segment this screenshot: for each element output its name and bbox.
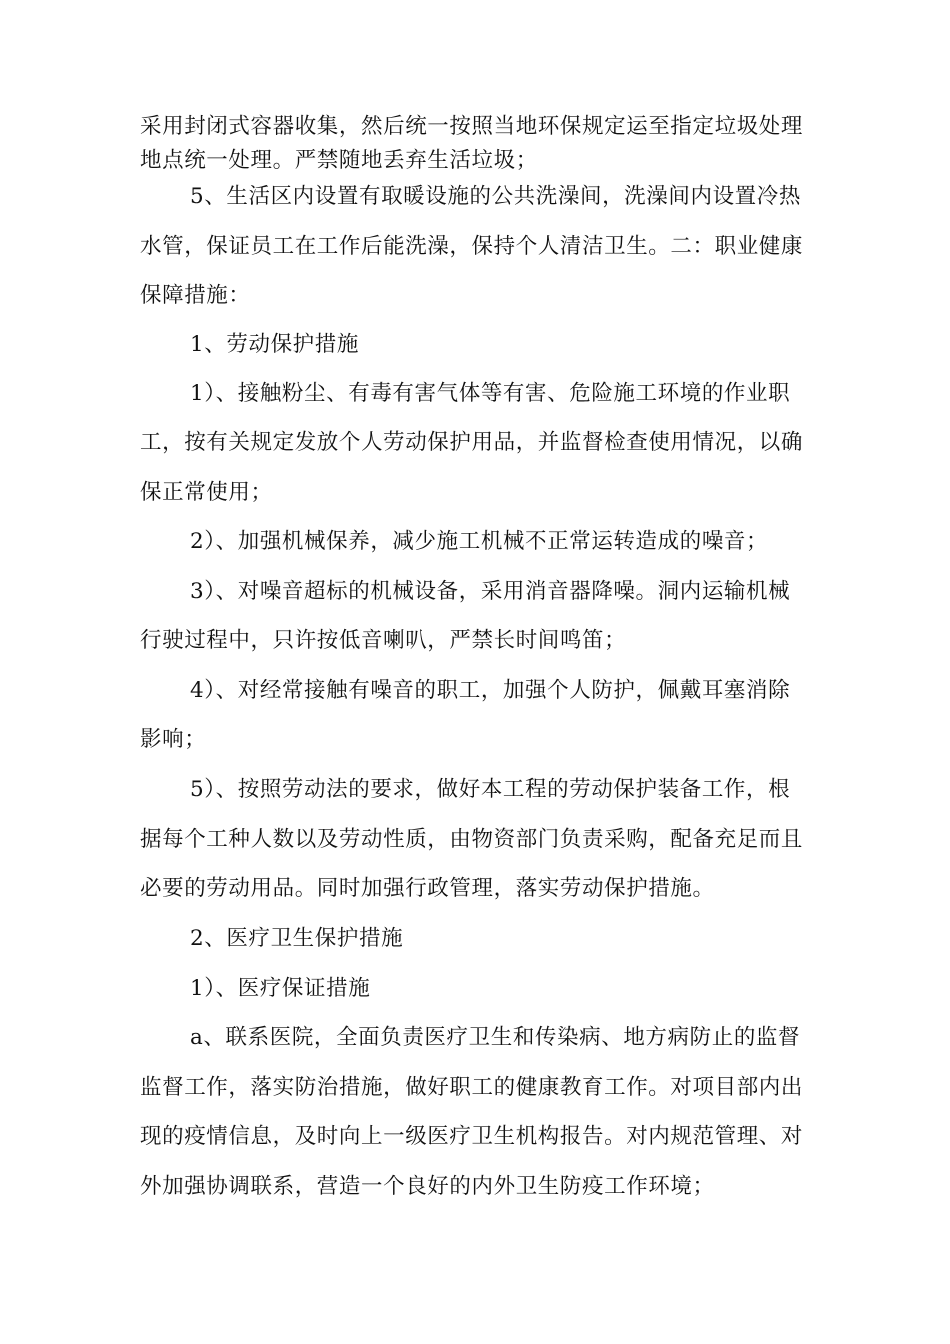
text-line: 2）、加强机械保养，减少施工机械不正常运转造成的噪音； xyxy=(190,529,769,554)
text-line: 监督工作，落实防治措施，做好职工的健康教育工作。对项目部内出 xyxy=(140,1075,804,1100)
text-line: 现的疫情信息，及时向上一级医疗卫生机构报告。对内规范管理、对 xyxy=(140,1124,804,1149)
text-line: 据每个工种人数以及劳动性质，由物资部门负责采购，配备充足而且 xyxy=(140,827,804,852)
text-line: 保障措施： xyxy=(140,283,251,308)
text-line: a、联系医院，全面负责医疗卫生和传染病、地方病防止的监督 xyxy=(190,1025,801,1050)
text-line: 4）、对经常接触有噪音的职工，加强个人防护，佩戴耳塞消除 xyxy=(190,678,791,703)
text-line: 地点统一处理。严禁随地丢弃生活垃圾； xyxy=(140,148,538,173)
text-line: 外加强协调联系，营造一个良好的内外卫生防疫工作环境； xyxy=(140,1174,715,1199)
text-line: 影响； xyxy=(140,727,207,752)
text-line: 采用封闭式容器收集，然后统一按照当地环保规定运至指定垃圾处理 xyxy=(140,114,804,139)
section-heading: 2、医疗卫生保护措施 xyxy=(190,926,404,951)
text-line: 必要的劳动用品。同时加强行政管理，落实劳动保护措施。 xyxy=(140,876,715,901)
text-line: 1）、接触粉尘、有毒有害气体等有害、危险施工环境的作业职 xyxy=(190,381,791,406)
text-line: 保正常使用； xyxy=(140,480,273,505)
section-heading: 1、劳动保护措施 xyxy=(190,332,359,357)
text-line: 5、生活区内设置有取暖设施的公共洗澡间，洗澡间内设置冷热 xyxy=(190,184,801,209)
text-line: 3）、对噪音超标的机械设备，采用消音器降噪。洞内运输机械 xyxy=(190,579,791,604)
text-line: 行驶过程中，只许按低音喇叭，严禁长时间鸣笛； xyxy=(140,628,627,653)
text-line: 水管，保证员工在工作后能洗澡，保持个人清洁卫生。二：职业健康 xyxy=(140,234,804,259)
text-line: 1）、医疗保证措施 xyxy=(190,976,371,1001)
text-line: 5）、按照劳动法的要求，做好本工程的劳动保护装备工作，根 xyxy=(190,777,791,802)
text-line: 工，按有关规定发放个人劳动保护用品，并监督检查使用情况，以确 xyxy=(140,430,804,455)
